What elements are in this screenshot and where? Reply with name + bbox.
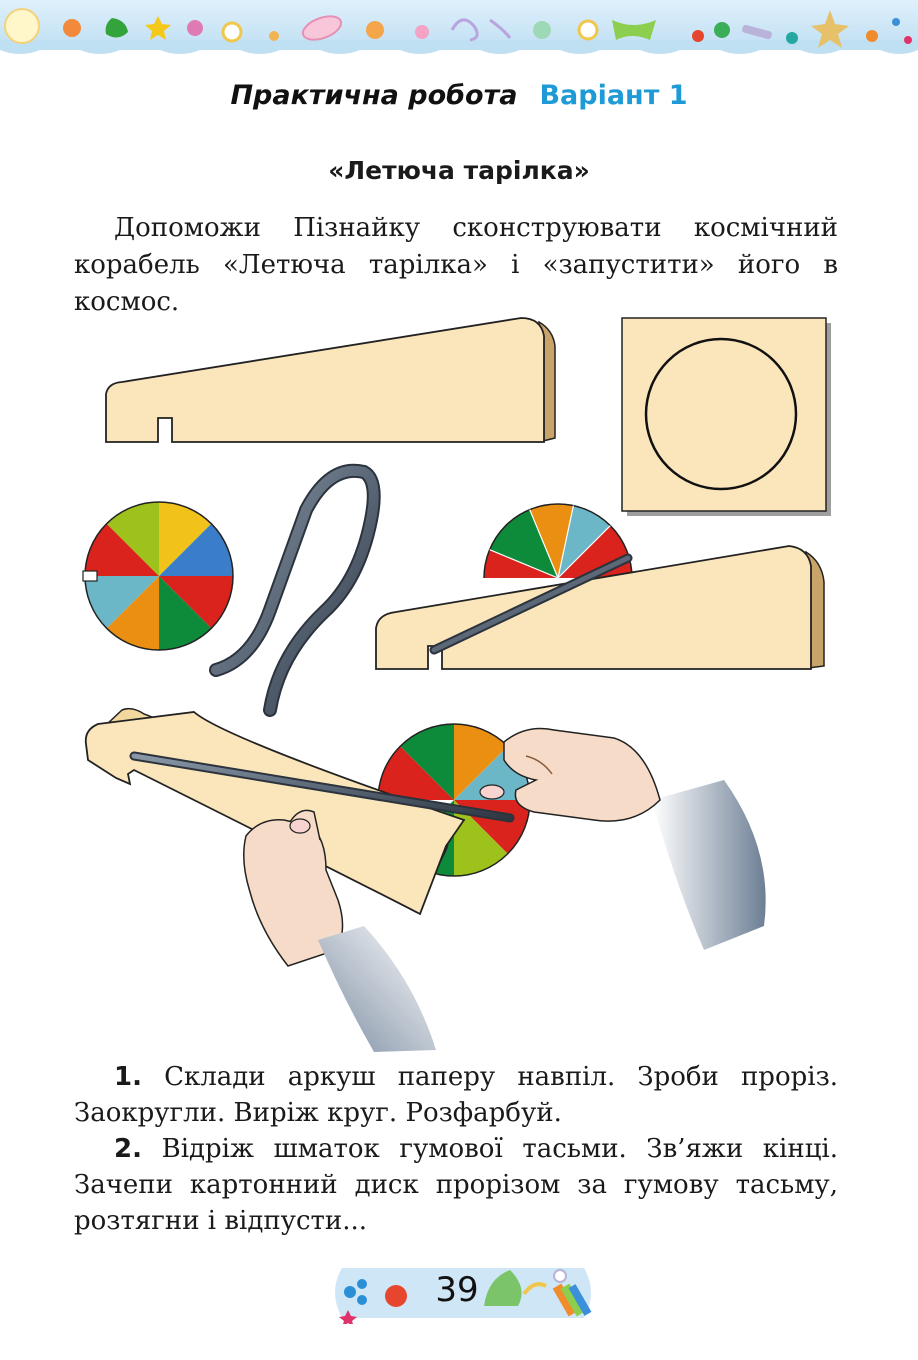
step-2 [74,1131,838,1239]
variant-label: Варіант 1 [539,80,688,111]
rubber-band [216,471,374,710]
page-number: 39 [435,1270,479,1310]
worksheet-heading [0,80,918,111]
flying-saucer-illustration [74,312,838,1057]
assembled-launcher [376,504,824,669]
step-number: 1. [114,1062,142,1092]
folded-cardboard-piece [106,318,555,442]
decorative-top-border [0,0,918,58]
step-text: Відріж шматок гумової тасьми. Зв’яжи кінці. Зачепи картонний диск прорізом за гумову тасьму, розтягни і відпусти... [74,1134,839,1236]
circle-template-square [622,318,831,516]
intro-paragraph: Допоможи Пізнайку сконструювати космічний корабель «Летюча тарілка» і «запустити» його в космос. [74,213,838,317]
step-1 [74,1059,838,1131]
colored-disc [83,502,233,650]
instructions [74,1059,838,1239]
practical-work-label: Практична робота [230,80,518,111]
task-title: «Летюча тарілка» [328,156,590,185]
step-text: Склади аркуш паперу навпіл. Зроби проріз. Заокругли. Виріж круг. Розфарбуй. [74,1062,839,1128]
step-number: 2. [114,1134,142,1164]
hands-launching-disc [86,709,766,1052]
